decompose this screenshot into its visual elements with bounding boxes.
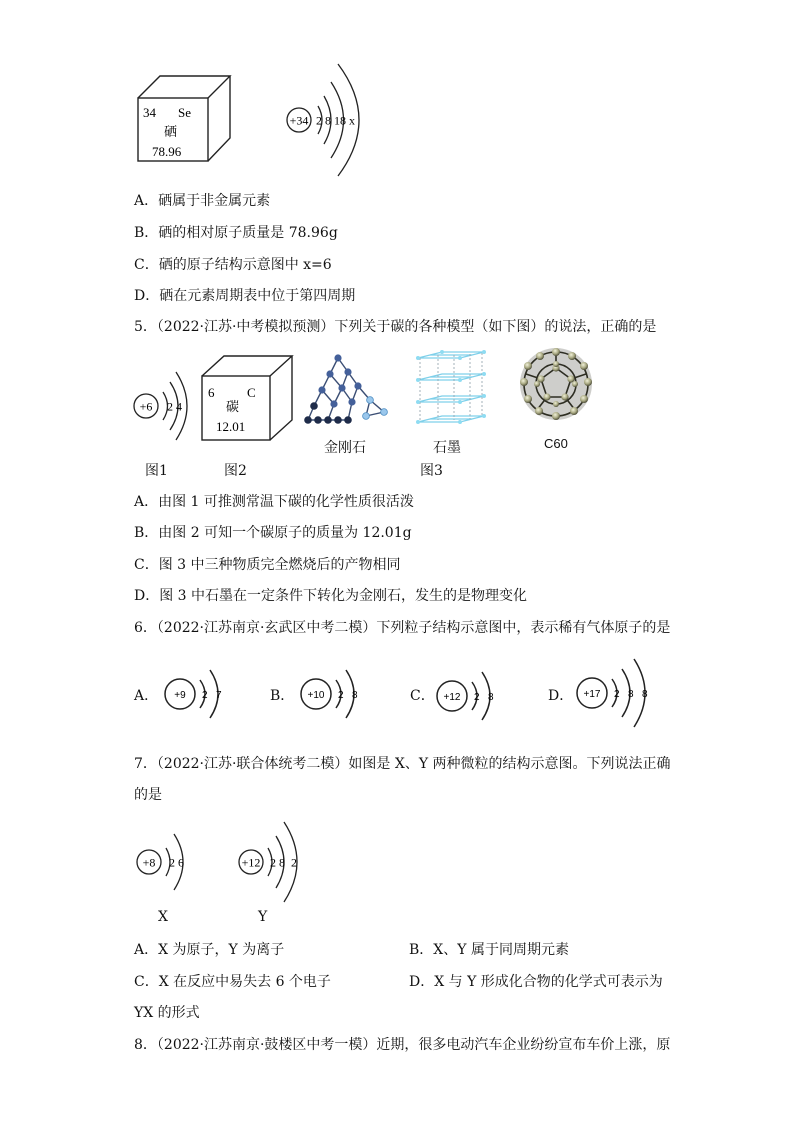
svg-text:7: 7 <box>216 690 222 701</box>
svg-text:+12: +12 <box>443 692 461 703</box>
q6-choice-c-diagram[interactable] <box>432 666 508 726</box>
q7-option-d-continued: YX 的形式 <box>134 1005 200 1021</box>
diamond-structure-image <box>300 350 392 430</box>
q6-choice-a-letter[interactable]: A． <box>134 688 159 704</box>
graphite-structure-image <box>408 350 494 430</box>
q4-option-c[interactable]: C．硒的原子结构示意图中 x=6 <box>134 257 332 273</box>
svg-text:2: 2 <box>614 689 620 700</box>
svg-text:+8: +8 <box>142 855 156 870</box>
carbon-element-box <box>196 350 300 448</box>
svg-text:2: 2 <box>474 692 480 703</box>
q7-option-a[interactable]: A．X 为原子，Y 为离子 <box>134 942 285 958</box>
q6-choice-b-letter[interactable]: B． <box>270 688 295 704</box>
q6-choice-b-diagram[interactable] <box>296 664 372 724</box>
c60-structure-image <box>516 344 596 424</box>
se-element-box <box>130 70 240 170</box>
q5-option-c[interactable]: C．图 3 中三种物质完全燃烧后的产物相同 <box>134 557 401 573</box>
q6-stem: 6．（2022·江苏南京·玄武区中考二模）下列粒子结构示意图中，表示稀有气体原子的是 <box>134 620 671 636</box>
y-particle-diagram <box>234 818 314 906</box>
q7-stem-line2: 的是 <box>134 787 162 803</box>
q6-choice-d-diagram[interactable] <box>572 656 662 730</box>
carbon-atom-diagram <box>130 368 200 444</box>
q5-stem: 5．（2022·江苏·中考模拟预测）下列关于碳的各种模型（如下图）的说法，正确的是 <box>134 319 657 335</box>
svg-text:8: 8 <box>488 692 494 703</box>
svg-text:8: 8 <box>628 689 634 700</box>
se-shells: 2 8 18 x <box>316 113 355 128</box>
svg-text:+12: +12 <box>241 855 261 870</box>
fig1-caption: 图1 <box>145 463 168 479</box>
svg-text:8: 8 <box>352 690 358 701</box>
q5-option-d[interactable]: D．图 3 中石墨在一定条件下转化为金刚石，发生的是物理变化 <box>134 588 528 604</box>
svg-text:8: 8 <box>642 689 648 700</box>
c60-label: C60 <box>544 436 568 451</box>
carbon-name: 碳 <box>226 399 240 414</box>
x-label: X <box>158 909 168 925</box>
svg-text:+10: +10 <box>307 690 325 701</box>
q6-choice-c-letter[interactable]: C． <box>410 688 435 704</box>
q7-option-d[interactable]: D．X 与 Y 形成化合物的化学式可表示为 <box>409 974 663 990</box>
se-atomic-number: 34 <box>143 105 156 120</box>
q5-option-b[interactable]: B．由图 2 可知一个碳原子的质量为 12.01g <box>134 525 412 541</box>
se-atomic-mass: 78.96 <box>152 144 182 159</box>
carbon-nucleus: +6 <box>139 399 153 414</box>
q7-option-c[interactable]: C．X 在反应中易失去 6 个电子 <box>134 974 331 990</box>
svg-text:2 8 2: 2 8 2 <box>270 855 297 870</box>
q7-stem-line1: 7．（2022·江苏·联合体统考二模）如图是 X、Y 两种微粒的结构示意图。下列说法正确 <box>134 756 671 772</box>
se-atom-diagram <box>280 60 390 180</box>
se-nucleus: +34 <box>289 113 309 128</box>
se-name: 硒 <box>164 124 178 139</box>
x-particle-diagram <box>132 826 204 898</box>
q7-option-b[interactable]: B．X、Y 属于同周期元素 <box>409 942 569 958</box>
svg-text:2: 2 <box>338 690 344 701</box>
q8-stem: 8．（2022·江苏南京·鼓楼区中考一模）近期，很多电动汽车企业纷纷宣布车价上涨，原 <box>134 1037 671 1053</box>
carbon-atomic-mass: 12.01 <box>216 419 246 434</box>
q4-option-d[interactable]: D．硒在元素周期表中位于第四周期 <box>134 288 356 304</box>
carbon-atomic-number: 6 <box>208 385 215 400</box>
fig3-caption: 图3 <box>420 463 443 479</box>
q6-choice-d-letter[interactable]: D． <box>548 688 574 704</box>
q4-option-b[interactable]: B．硒的相对原子质量是 78.96g <box>134 225 338 241</box>
carbon-shells: 2 4 <box>167 399 182 414</box>
graphite-label: 石墨 <box>433 440 461 456</box>
q5-option-a[interactable]: A．由图 1 可推测常温下碳的化学性质很活泼 <box>134 494 414 510</box>
svg-text:2 6: 2 6 <box>169 855 184 870</box>
fig2-caption: 图2 <box>224 463 247 479</box>
se-symbol: Se <box>178 105 191 120</box>
y-label: Y <box>258 909 268 925</box>
svg-text:+9: +9 <box>174 690 186 701</box>
diamond-label: 金刚石 <box>324 440 366 456</box>
q4-option-a[interactable]: A．硒属于非金属元素 <box>134 193 271 209</box>
carbon-symbol: C <box>247 385 256 400</box>
svg-text:+17: +17 <box>583 689 601 700</box>
svg-text:2: 2 <box>202 690 208 701</box>
q6-choice-a-diagram[interactable] <box>158 664 234 724</box>
